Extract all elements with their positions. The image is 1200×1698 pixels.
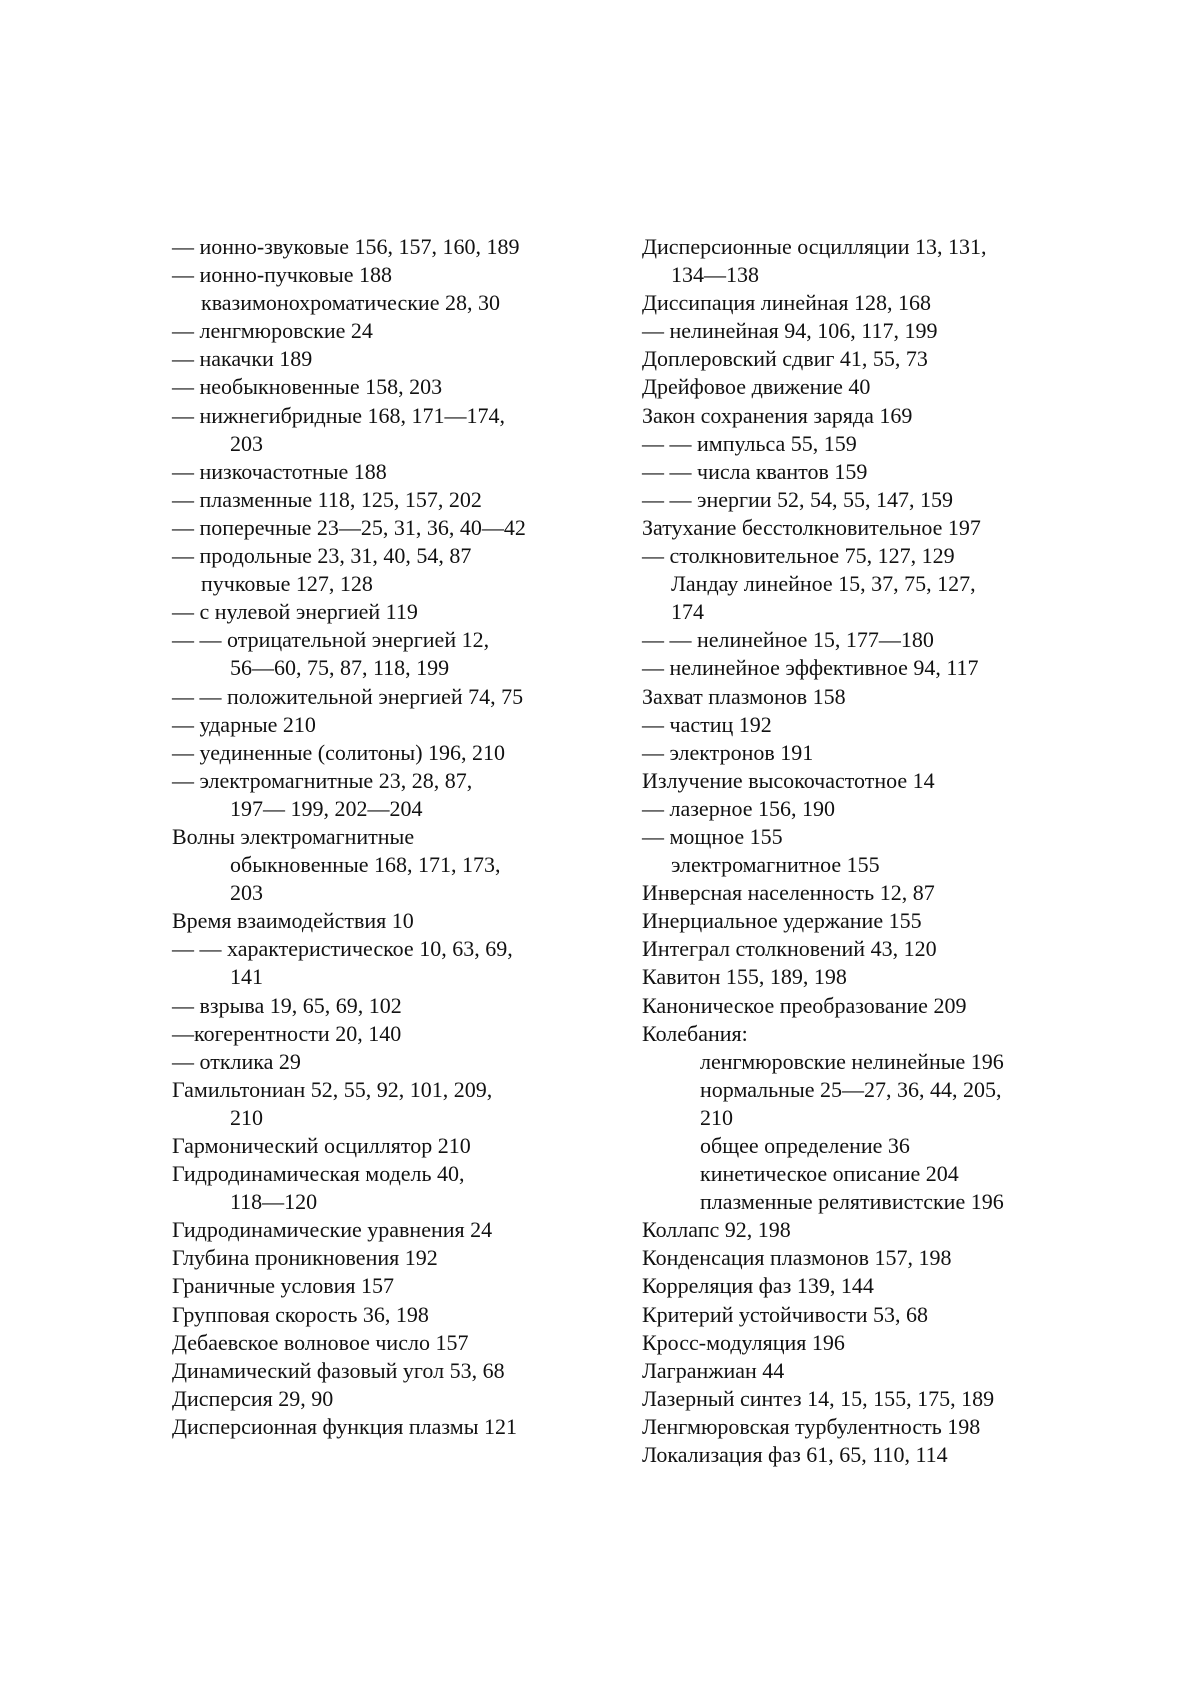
index-entry: — — энергии 52, 54, 55, 147, 159: [642, 486, 954, 512]
index-entry: 56—60, 75, 87, 118, 199: [230, 655, 450, 681]
index-entry: Гидродинамические уравнения 24: [172, 1217, 493, 1243]
index-column-right: [642, 233, 1062, 1469]
index-entry: 210: [700, 1104, 733, 1130]
index-entry: 141: [230, 964, 263, 990]
index-entry: — мощное 155: [642, 823, 783, 849]
index-entry: — электронов 191: [642, 739, 814, 765]
index-entry: Колебания:: [642, 1020, 748, 1046]
index-entry: — поперечные 23—25, 31, 36, 40—42: [172, 514, 526, 540]
index-entry: Локализация фаз 61, 65, 110, 114: [642, 1442, 948, 1468]
index-entry: — с нулевой энергией 119: [172, 599, 418, 625]
index-entry: — ионно-пучковые 188: [172, 262, 392, 288]
index-entry: — ударные 210: [172, 711, 316, 737]
index-entry: 210: [230, 1104, 263, 1130]
index-column-left: [172, 233, 592, 1441]
index-entry: Излучение высокочастотное 14: [642, 767, 935, 793]
index-entry: Дрейфовое движение 40: [642, 374, 871, 400]
index-entry: — необыкновенные 158, 203: [172, 374, 443, 400]
index-entry: — низкочастотные 188: [172, 458, 387, 484]
index-entry: Гармонический осциллятор 210: [172, 1133, 471, 1158]
index-entry: Гамильтониан 52, 55, 92, 101, 209,: [172, 1076, 493, 1102]
index-entry: — продольные 23, 31, 40, 54, 87: [172, 543, 472, 569]
index-entry: — лазерное 156, 190: [642, 795, 836, 821]
index-entry: кинетическое описание 204: [700, 1161, 959, 1187]
index-entry: ленгмюровские нелинейные 196: [700, 1048, 1004, 1074]
index-entry: Лагранжиан 44: [642, 1357, 785, 1383]
index-entry: — отклика 29: [172, 1048, 301, 1074]
index-entry: Дисперсионная функция плазмы 121: [172, 1413, 517, 1439]
index-entry: — — нелинейное 15, 177—180: [642, 627, 934, 653]
index-entry: Дисперсия 29, 90: [172, 1385, 334, 1411]
index-entry: — ионно-звуковые 156, 157, 160, 189: [172, 234, 520, 259]
index-entry: Дисперсионные осцилляции 13, 131,: [642, 234, 987, 259]
index-entry: 134—138: [671, 262, 759, 288]
index-entry: Ландау линейное 15, 37, 75, 127,: [671, 571, 976, 597]
index-entry: Корреляция фаз 139, 144: [642, 1273, 874, 1299]
index-entry: — — отрицательной энергией 12,: [172, 627, 490, 653]
index-entry: Интеграл столкновений 43, 120: [642, 936, 937, 962]
index-entry: квазимонохроматические 28, 30: [201, 290, 500, 316]
index-entry: Захват плазмонов 158: [642, 683, 846, 709]
index-entry: — плазменные 118, 125, 157, 202: [172, 486, 482, 512]
index-entry: — — числа квантов 159: [642, 458, 868, 484]
index-entry: — — импульса 55, 159: [642, 430, 857, 456]
index-entry: — накачки 189: [172, 346, 313, 372]
index-entry: — нелинейное эффективное 94, 117: [642, 655, 979, 681]
index-entry: Конденсация плазмонов 157, 198: [642, 1245, 952, 1271]
index-entry: нормальные 25—27, 36, 44, 205,: [700, 1076, 1002, 1102]
index-entry: Волны электромагнитные: [172, 823, 415, 849]
index-entry: Критерий устойчивости 53, 68: [642, 1301, 929, 1327]
index-entry: Лазерный синтез 14, 15, 155, 175, 189: [642, 1385, 995, 1411]
index-entry: Доплеровский сдвиг 41, 55, 73: [642, 346, 928, 372]
index-entry: Время взаимодействия 10: [172, 908, 414, 934]
index-entry: общее определение 36: [700, 1133, 910, 1158]
index-entry: — столкновительное 75, 127, 129: [642, 543, 955, 569]
index-entry: Коллапс 92, 198: [642, 1217, 791, 1243]
index-entry: Дебаевское волновое число 157: [172, 1329, 469, 1355]
index-entry: Граничные условия 157: [172, 1273, 395, 1299]
index-entry: Ленгмюровская турбулентность 198: [642, 1413, 981, 1439]
index-entry: Групповая скорость 36, 198: [172, 1301, 429, 1327]
index-entry: Динамический фазовый угол 53, 68: [172, 1357, 505, 1383]
index-entry: Инверсная населенность 12, 87: [642, 880, 935, 906]
index-entry: Диссипация линейная 128, 168: [642, 290, 932, 316]
index-entry: плазменные релятивистские 196: [700, 1189, 1004, 1215]
index-entry: — частиц 192: [642, 711, 772, 737]
index-entry: — взрыва 19, 65, 69, 102: [172, 992, 402, 1018]
index-entry: —когерентности 20, 140: [172, 1020, 402, 1046]
index-entry: — нелинейная 94, 106, 117, 199: [642, 318, 938, 344]
index-entry: — электромагнитные 23, 28, 87,: [172, 767, 473, 793]
index-entry: 118—120: [230, 1189, 318, 1215]
index-entry: 174: [671, 599, 704, 625]
index-entry: 203: [230, 880, 263, 906]
index-entry: электромагнитное 155: [671, 852, 880, 878]
index-entry: Затухание бесстолкновительное 197: [642, 514, 981, 540]
index-entry: пучковые 127, 128: [201, 571, 373, 597]
index-entry: — нижнегибридные 168, 171—174,: [172, 402, 506, 428]
index-entry: Кавитон 155, 189, 198: [642, 964, 847, 990]
index-entry: Каноническое преобразование 209: [642, 992, 967, 1018]
index-entry: Кросс-модуляция 196: [642, 1329, 845, 1355]
index-entry: — — положительной энергией 74, 75: [172, 683, 524, 709]
index-entry: Глубина проникновения 192: [172, 1245, 438, 1271]
index-entry: Гидродинамическая модель 40,: [172, 1161, 465, 1187]
index-entry: 197— 199, 202—204: [230, 795, 423, 821]
index-entry: 203: [230, 430, 263, 456]
index-entry: — ленгмюровские 24: [172, 318, 373, 344]
index-entry: — — характеристическое 10, 63, 69,: [172, 936, 513, 962]
index-entry: Инерциальное удержание 155: [642, 908, 922, 934]
index-entry: — уединенные (солитоны) 196, 210: [172, 739, 506, 765]
index-entry: Закон сохранения заряда 169: [642, 402, 913, 428]
index-entry: обыкновенные 168, 171, 173,: [230, 852, 501, 878]
